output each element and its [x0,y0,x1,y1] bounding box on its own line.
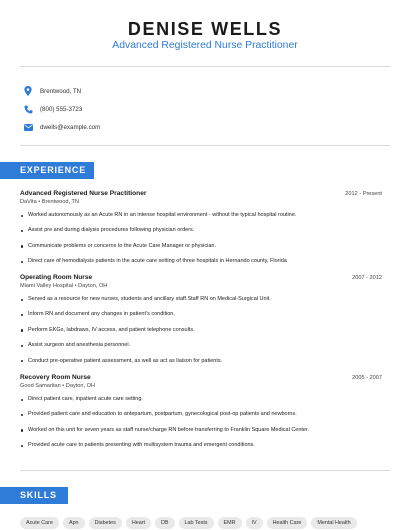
section-skills-header: SKILLS [0,487,68,504]
job-3-bullet-2: Provided patient care and education to antepartum, postpartum, gynecological post-op patients and newborns. [20,411,382,426]
location-pin-icon [23,86,33,96]
job-2-title: Operating Room Nurse [20,274,93,281]
contact-email-text: dwells@example.com [40,123,101,131]
job-3-bullet-4: Provided acute care to patients presenting with multisystem trauma and emergent conditions. [20,442,382,457]
contact-location [22,82,392,100]
divider-skills [20,470,390,471]
job-1-bullet-1: Worked autonomously as an Acute RN in an intense hospital environment - without the typical hospital routine. [20,212,382,227]
contact-phone [22,100,392,118]
candidate-name: DENISE WELLS [127,19,283,39]
job-3-title: Recovery Room Nurse [20,374,91,381]
job-2-dates: 2007 - 2012 [352,275,382,281]
job-1-title: Advanced Registered Nurse Practitioner [20,190,147,197]
job-1-bullet-3: Communicate problems or concerns to the Acute Care Manager or physician. [20,243,382,258]
divider-top [20,66,390,67]
skill-tag: Mental Health [311,517,356,529]
skill-tag: Heart [126,517,151,529]
skills-list [20,517,357,529]
divider-contacts [20,145,390,146]
job-2-bullet-1: Served as a resource for new nurses, students and ancillary staff.Staff RN on Medical-Surgical Unit. [20,296,382,311]
job-entry-3 [20,374,382,458]
job-1-bullet-4: Direct care of hemodialysis patients in the acute care setting of three hospitals in Hernando county, Florida [20,258,382,273]
job-2-bullet-4: Assist surgeon and anesthesia personnel. [20,342,382,357]
skill-tag: Apn [63,517,85,529]
phone-icon [23,104,33,114]
section-experience-header: EXPERIENCE [0,162,94,179]
skill-tag: EMR [218,517,242,529]
job-2-bullet-2: Inform RN and document any changes in patient's condition. [20,311,382,326]
job-title-headline: Advanced Registered Nurse Practitioner [112,40,298,51]
job-entry-2 [20,274,382,373]
job-2-company: Miami Valley Hospital • Dayton, OH [20,283,108,289]
contact-list [22,82,392,136]
job-1-bullet-2: Assist pre and during dialysis procedures following physician orders. [20,227,382,242]
job-3-dates: 2005 - 2007 [352,375,382,381]
skill-tag: Health Care [267,517,308,529]
job-1-dates: 2012 - Present [345,191,382,197]
contact-location-text: Brentwood, TN [40,87,82,95]
job-2-bullet-3: Perform EKGs, labdraws, IV access, and patient telephone consults. [20,327,382,342]
contact-phone-text: (800) 555-3723 [40,105,83,113]
skill-tag: Lab Tests [179,517,214,529]
skill-tag: Acute Care [20,517,59,529]
job-3-bullet-1: Direct patient care, inpatient acute care setting. [20,396,382,411]
contact-email [22,118,392,136]
job-2-bullet-5: Conduct pre-operative patient assessment, as well as act as liaison for patients. [20,358,382,373]
job-1-company: DaVita • Brentwood, TN [20,199,79,205]
job-entry-1 [20,190,382,274]
skill-tag: IV [246,517,263,529]
skill-tag: Diabetes [89,517,122,529]
email-icon [23,122,33,132]
skill-tag: DB [155,517,175,529]
job-3-bullet-3: Worked on this unit for seven years as staff nurse/charge RN before transferring to Franklin Square Medical Center. [20,427,382,442]
job-3-company: Good Samaritan • Dayton, OH [20,383,96,389]
